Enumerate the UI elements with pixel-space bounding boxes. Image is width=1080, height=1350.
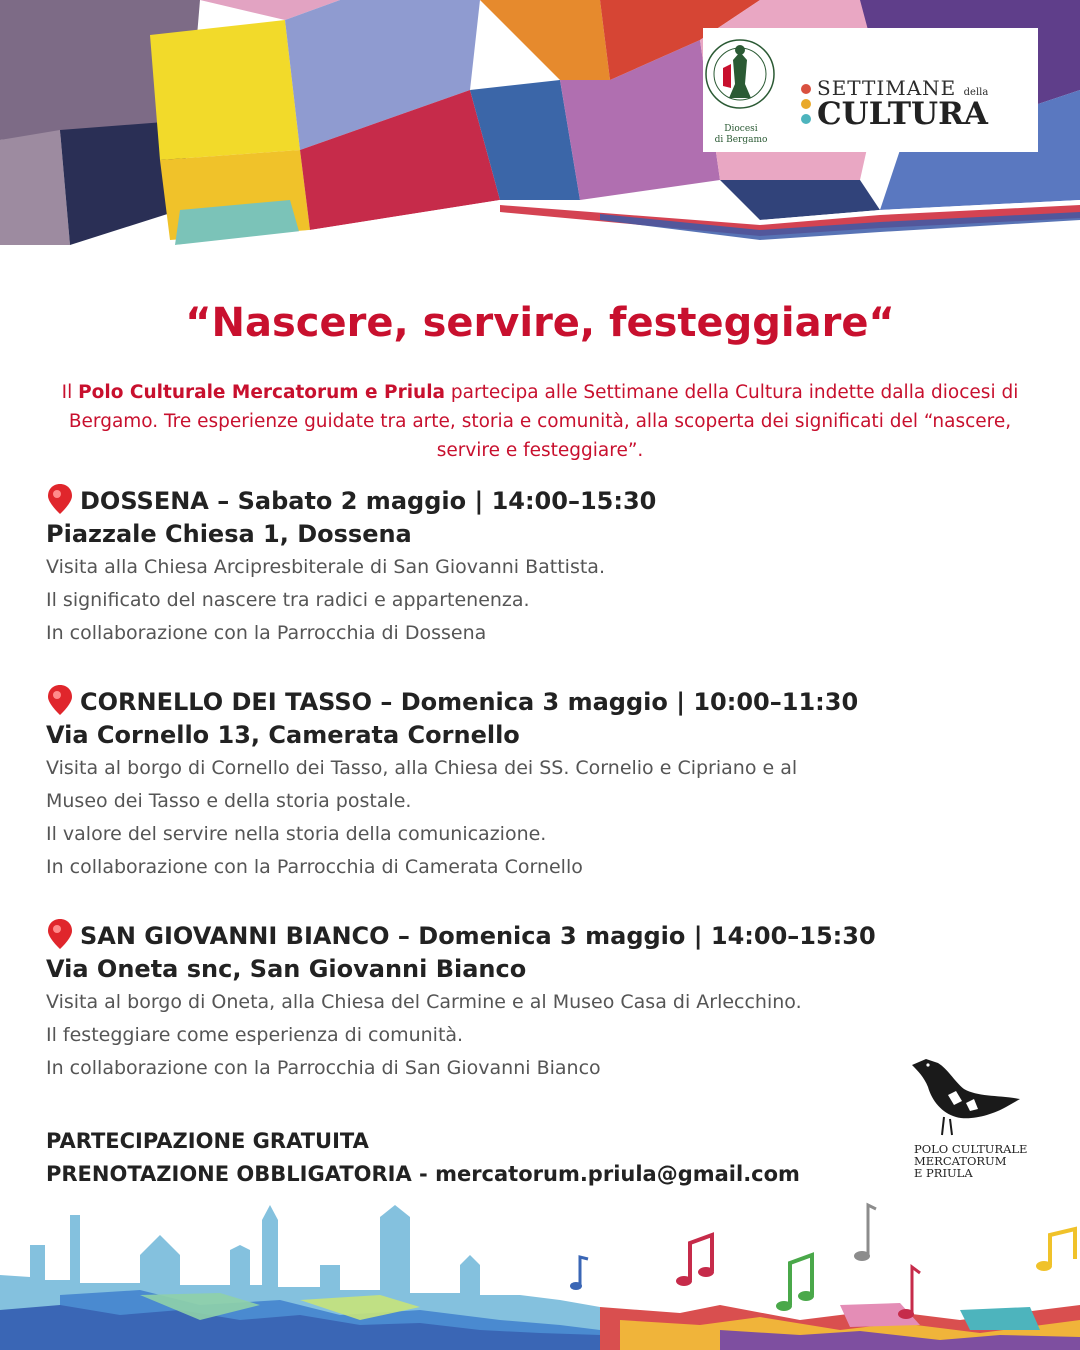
- colored-dots-icon: [799, 82, 813, 128]
- event-address: Piazzale Chiesa 1, Dossena: [46, 520, 412, 548]
- cultura-title: CULTURA: [817, 96, 988, 132]
- event-cornello: [46, 684, 1046, 884]
- event-description: Il significato del nascere tra radici e appartenenza.: [46, 589, 530, 611]
- location-pin-icon: [46, 918, 74, 950]
- booking-required-note: PRENOTAZIONE OBBLIGATORIA - mercatorum.priula@gmail.com: [46, 1162, 800, 1186]
- event-description: Il festeggiare come esperienza di comunità.: [46, 1024, 464, 1046]
- polo-logo-text: POLO CULTURALE MERCATORUM E PRIULA: [914, 1142, 1028, 1180]
- event-heading: SAN GIOVANNI BIANCO – Domenica 3 maggio | 14:00–15:30: [46, 918, 1046, 952]
- page-title: “Nascere, servire, festeggiare“: [185, 300, 895, 346]
- settimane-title: SETTIMANE della: [817, 76, 989, 100]
- free-participation-note: PARTECIPAZIONE GRATUITA: [46, 1129, 369, 1153]
- polo-culturale-logo: [908, 1055, 1028, 1195]
- event-description: Visita al borgo di Oneta, alla Chiesa del Carmine e al Museo Casa di Arlecchino.: [46, 991, 802, 1013]
- event-description: Il valore del servire nella storia della comunicazione.: [46, 823, 547, 845]
- city-skyline-banner: [0, 1195, 1080, 1350]
- location-pin-icon: [46, 483, 74, 515]
- location-pin-icon: [46, 684, 74, 716]
- event-heading: CORNELLO DEI TASSO – Domenica 3 maggio | 10:00–11:30: [46, 684, 1046, 718]
- event-description: Museo dei Tasso e della storia postale.: [46, 790, 412, 812]
- event-collaboration: In collaborazione con la Parrocchia di Camerata Cornello: [46, 856, 583, 878]
- event-collaboration: In collaborazione con la Parrocchia di San Giovanni Bianco: [46, 1057, 601, 1079]
- intro-paragraph: Il Polo Culturale Mercatorum e Priula partecipa alle Settimane della Cultura indette dalla diocesi di Bergamo. Tre esperienze guidate tra arte, storia e comunità, alla scoperta dei significati del “nascere, servire e festeggiare”.: [61, 382, 1019, 461]
- organization-name: Polo Culturale Mercatorum e Priula: [78, 382, 446, 403]
- event-heading: DOSSENA – Sabato 2 maggio | 14:00–15:30: [46, 483, 1046, 517]
- event-description: Visita al borgo di Cornello dei Tasso, alla Chiesa dei SS. Cornelio e Cipriano e al: [46, 757, 798, 779]
- logos-panel: [703, 28, 1038, 152]
- diocesi-logo-caption: Diocesi di Bergamo: [714, 124, 768, 145]
- event-address: Via Oneta snc, San Giovanni Bianco: [46, 955, 527, 983]
- event-address: Via Cornello 13, Camerata Cornello: [46, 721, 520, 749]
- event-description: Visita alla Chiesa Arcipresbiterale di San Giovanni Battista.: [46, 556, 605, 578]
- event-collaboration: In collaborazione con la Parrocchia di Dossena: [46, 622, 487, 644]
- event-dossena: [46, 483, 1046, 650]
- event-san-giovanni-bianco: [46, 918, 1046, 1085]
- bird-icon: [908, 1055, 1028, 1141]
